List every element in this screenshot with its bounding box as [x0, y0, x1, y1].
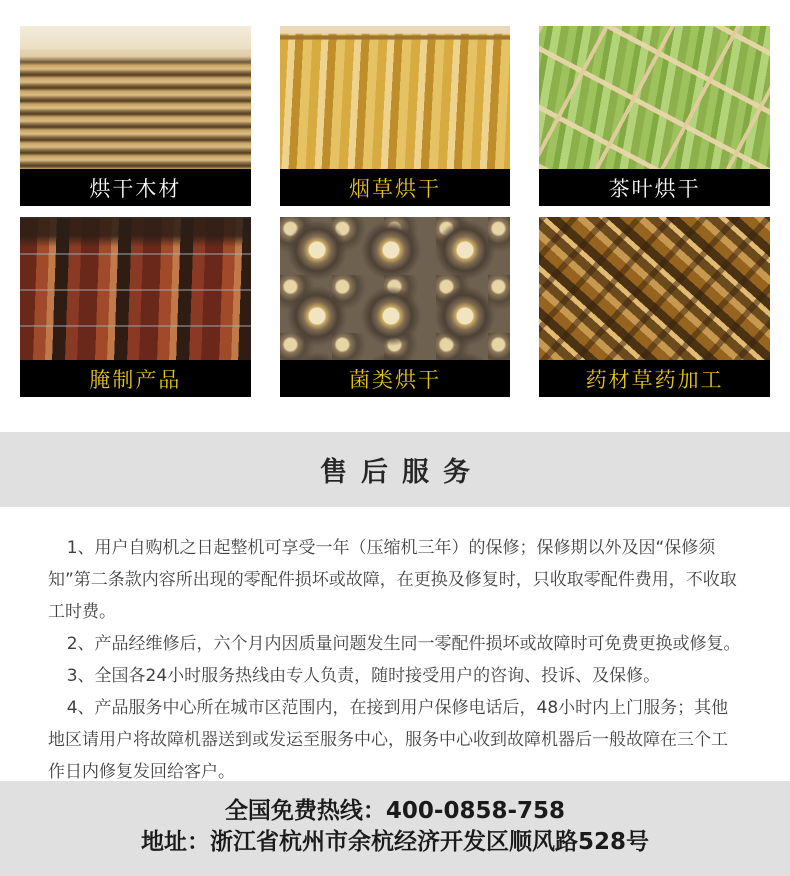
gallery-item-cured-meat	[20, 217, 251, 397]
service-paragraph-4: 4、产品服务中心所在城市区范围内，在接到用户保修电话后，48小时内上门服务；其他地区请用户将故障机器送到或发运至服务中心，服务中心收到故障机器后一般故障在三个工作日内修复发回给客户。	[48, 698, 729, 782]
gallery-caption-wood: 烘干木材	[20, 169, 251, 206]
gallery-item-wood	[20, 26, 251, 206]
gallery-caption-tea: 茶叶烘干	[539, 169, 770, 206]
service-paragraph-3: 3、全国各24小时服务热线由专人负责，随时接受用户的咨询、投诉、及保修。	[66, 666, 661, 686]
service-paragraph-2: 2、产品经维修后，六个月内因质量问题发生同一零配件损坏或故障时可免费更换或修复。	[66, 634, 741, 654]
service-terms	[0, 507, 790, 781]
wood-drying-photo	[20, 26, 251, 169]
application-gallery	[0, 0, 790, 397]
herb-processing-photo	[539, 217, 770, 360]
after-sales-banner	[0, 432, 790, 507]
gallery-item-herbs	[539, 217, 770, 397]
gallery-caption-herbs: 药材草药加工	[539, 360, 770, 397]
hotline-text: 全国免费热线：400-0858-758	[224, 798, 566, 824]
tobacco-drying-photo	[280, 26, 511, 169]
gallery-item-tobacco	[280, 26, 511, 206]
service-paragraph-1: 1、用户自购机之日起整机可享受一年（压缩机三年）的保修；保修期以外及因“保修须知”第二条款内容所出现的零配件损坏或故障，在更换及修复时，只收取零配件费用，不收取工时费。	[48, 538, 737, 622]
gallery-item-tea	[539, 26, 770, 206]
gallery-caption-cured-meat: 腌制产品	[20, 360, 251, 397]
gallery-caption-tobacco: 烟草烘干	[280, 169, 511, 206]
tea-drying-photo	[539, 26, 770, 169]
gallery-item-mushroom	[280, 217, 511, 397]
contact-banner	[0, 781, 790, 876]
cured-meat-photo	[20, 217, 251, 360]
after-sales-title: 售后服务	[320, 457, 484, 488]
mushroom-drying-photo	[280, 217, 511, 360]
address-text: 地址：浙江省杭州市余杭经济开发区顺风路528号	[140, 829, 649, 855]
gallery-caption-mushroom: 菌类烘干	[280, 360, 511, 397]
